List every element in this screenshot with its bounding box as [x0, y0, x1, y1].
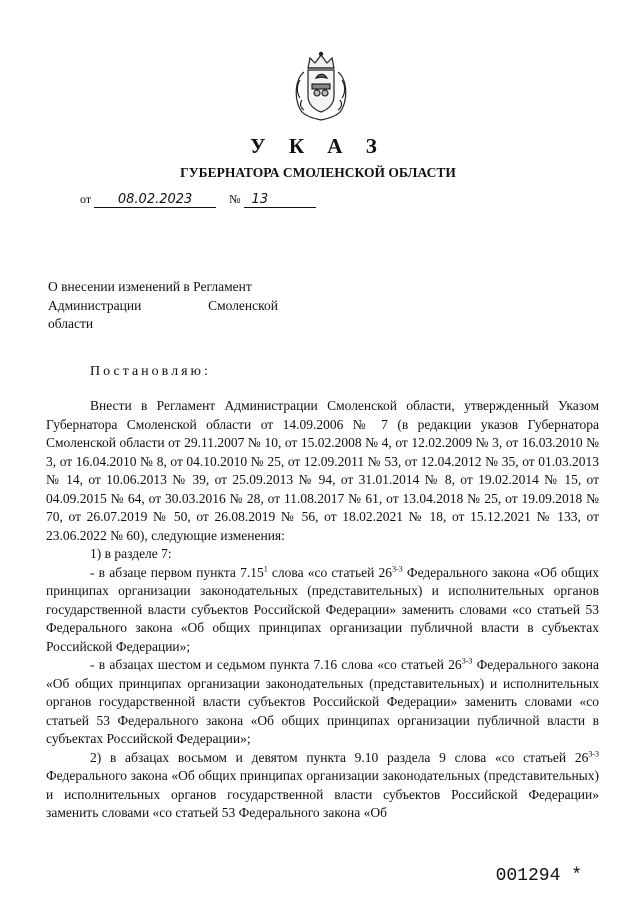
number-prefix: № [229, 192, 241, 206]
document-body [46, 397, 599, 823]
date-prefix: от [80, 192, 92, 206]
body-bullet-1: - в абзаце первом пункта 7.15$^1$ слова «со статьей 26$^{3-3}$ Федерального закона «Об общих принципах организации законодательных (представительных) и исполнительных органов государственной власти субъектов Российской Федерации» заменить словами «со статьей 53 Федерального закона «Об общих принципах организации публичной власти в субъектах Российской Федерации»; [46, 564, 599, 654]
number-field [244, 192, 316, 208]
subject-line-1: О внесении изменений в Регламент [48, 279, 252, 294]
subject-block [48, 278, 278, 334]
body-item-2: 2) в абзацах восьмом и девятом пункта 9.10 раздела 9 слова «со статьей 26$^{3-3}$ Федерального закона «Об общих принципах организации законодательных (представительных) и исполнительных органов государственной власти субъектов Российской Федерации» заменить словами «со статьей 53 Федерального закона «Об [46, 749, 599, 820]
subject-line-3: области [48, 316, 94, 332]
document-title: У К А З [250, 134, 386, 158]
document-subtitle: ГУБЕРНАТОРА СМОЛЕНСКОЙ ОБЛАСТИ [180, 165, 456, 180]
decree-word: Постановляю: [90, 364, 211, 379]
body-bullet-2: - в абзацах шестом и седьмом пункта 7.16 слова «со статьей 26$^{3-3}$ Федерального закона «Об общих принципах организации законодательных (представительных) и исполнительных органов государственной власти субъектов Российской Федерации» заменить словами «со статьей 53 Федерального закона «Об общих принципах организации публичной власти в субъектах Российской Федерации»; [46, 656, 599, 746]
subject-line-2 [48, 297, 278, 316]
coat-of-arms-emblem [290, 50, 352, 122]
body-item-1: 1) в разделе 7: [90, 546, 172, 561]
document-serial-code: 001294 * [495, 866, 582, 886]
date-field [94, 192, 216, 208]
subject-line-2-right: Смоленской [208, 297, 278, 313]
subject-line-2-left: Администрации [48, 297, 142, 313]
date-number-line [80, 192, 316, 208]
body-intro: Внести в Регламент Администрации Смоленской области, утвержденный Указом Губернатора Смоленской области от 14.09.2006 № 7 (в редакции указов Губернатора Смоленской области от 29.11.2007 № 10, от 15.02.2008 № 4, от 12.02.2009 № 3, от 16.03.2010 № 3, от 16.04.2010 № 8, от 04.10.2010 № 25, от 12.09.2011 № 53, от 12.04.2012 № 35, от 01.03.2013 № 14, от 10.06.2013 № 39, от 25.09.2013 № 94, от 31.01.2014 № 8, от 19.02.2014 № 15, от 04.09.2015 № 64, от 30.03.2016 № 28, от 11.08.2017 № 61, от 13.04.2018 № 25, от 19.09.2018 № 70, от 26.07.2019 № 50, от 26.08.2019 № 56, от 18.02.2021 № 18, от 15.12.2021 № 133, от 23.06.2022 № 60), следующие изменения: [46, 398, 599, 543]
number-value: 13 [251, 192, 269, 207]
date-value: 08.02.2023 [117, 192, 193, 207]
